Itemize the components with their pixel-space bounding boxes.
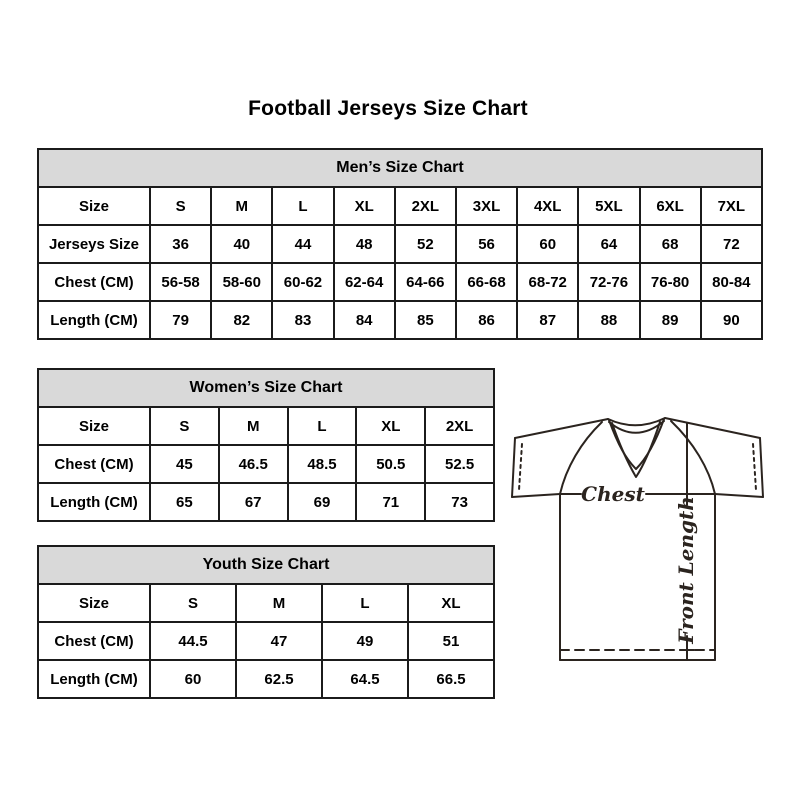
row-label: Length (CM) [38, 483, 150, 521]
value-cell: 36 [150, 225, 211, 263]
value-cell: 72-76 [578, 263, 639, 301]
table-title: Women’s Size Chart [38, 369, 494, 407]
row-label: Length (CM) [38, 660, 150, 698]
value-cell: 64-66 [395, 263, 456, 301]
value-cell: 66.5 [408, 660, 494, 698]
value-cell: 86 [456, 301, 517, 339]
row-label: Chest (CM) [38, 622, 150, 660]
value-cell: 66-68 [456, 263, 517, 301]
value-cell: 60 [517, 225, 578, 263]
mens-size-table [37, 148, 763, 340]
value-cell: 68-72 [517, 263, 578, 301]
value-cell: 72 [701, 225, 762, 263]
value-cell: 67 [219, 483, 288, 521]
value-cell: 65 [150, 483, 219, 521]
jersey-measurement-diagram [505, 410, 770, 668]
chest-label: Chest [581, 482, 645, 506]
value-cell: 84 [334, 301, 395, 339]
value-cell: 87 [517, 301, 578, 339]
row-label: Jerseys Size [38, 225, 150, 263]
row-label: Chest (CM) [38, 263, 150, 301]
value-cell: 85 [395, 301, 456, 339]
value-cell: 80-84 [701, 263, 762, 301]
value-cell: 44.5 [150, 622, 236, 660]
value-cell: 56 [456, 225, 517, 263]
value-cell: 6XL [640, 187, 701, 225]
value-cell: 47 [236, 622, 322, 660]
value-cell: 79 [150, 301, 211, 339]
value-cell: 44 [272, 225, 333, 263]
row-label: Size [38, 584, 150, 622]
value-cell: 76-80 [640, 263, 701, 301]
value-cell: M [211, 187, 272, 225]
value-cell: 62.5 [236, 660, 322, 698]
value-cell: S [150, 407, 219, 445]
value-cell: L [288, 407, 357, 445]
jersey-collar [608, 418, 665, 477]
value-cell: 71 [356, 483, 425, 521]
row-label: Length (CM) [38, 301, 150, 339]
youth-size-table [37, 545, 495, 699]
value-cell: M [219, 407, 288, 445]
womens-size-table [37, 368, 495, 522]
value-cell: L [322, 584, 408, 622]
size-table [37, 545, 495, 699]
table-title: Youth Size Chart [38, 546, 494, 584]
row-label: Size [38, 187, 150, 225]
value-cell: 82 [211, 301, 272, 339]
value-cell: 4XL [517, 187, 578, 225]
value-cell: 46.5 [219, 445, 288, 483]
value-cell: 83 [272, 301, 333, 339]
value-cell: 51 [408, 622, 494, 660]
page-title: Football Jerseys Size Chart [248, 97, 528, 120]
size-table [37, 148, 763, 340]
row-label: Chest (CM) [38, 445, 150, 483]
jersey-outline [512, 418, 763, 660]
value-cell: 49 [322, 622, 408, 660]
front-length-label: Front Length [674, 496, 698, 644]
value-cell: L [272, 187, 333, 225]
value-cell: 40 [211, 225, 272, 263]
value-cell: 2XL [425, 407, 494, 445]
value-cell: 64.5 [322, 660, 408, 698]
value-cell: M [236, 584, 322, 622]
value-cell: XL [356, 407, 425, 445]
value-cell: XL [334, 187, 395, 225]
size-table [37, 368, 495, 522]
value-cell: 50.5 [356, 445, 425, 483]
value-cell: 69 [288, 483, 357, 521]
value-cell: 73 [425, 483, 494, 521]
value-cell: 88 [578, 301, 639, 339]
row-label: Size [38, 407, 150, 445]
value-cell: 56-58 [150, 263, 211, 301]
value-cell: 58-60 [211, 263, 272, 301]
value-cell: 7XL [701, 187, 762, 225]
jersey-diagram-svg [505, 410, 770, 668]
value-cell: XL [408, 584, 494, 622]
left-cuff-stitch-line [519, 444, 522, 490]
value-cell: 52 [395, 225, 456, 263]
value-cell: 62-64 [334, 263, 395, 301]
value-cell: 5XL [578, 187, 639, 225]
value-cell: 89 [640, 301, 701, 339]
value-cell: 3XL [456, 187, 517, 225]
value-cell: 52.5 [425, 445, 494, 483]
value-cell: 45 [150, 445, 219, 483]
value-cell: 68 [640, 225, 701, 263]
value-cell: 2XL [395, 187, 456, 225]
value-cell: 90 [701, 301, 762, 339]
right-cuff-stitch-line [753, 444, 756, 490]
value-cell: 64 [578, 225, 639, 263]
value-cell: 48 [334, 225, 395, 263]
table-title: Men’s Size Chart [38, 149, 762, 187]
value-cell: S [150, 584, 236, 622]
value-cell: 60 [150, 660, 236, 698]
value-cell: 60-62 [272, 263, 333, 301]
value-cell: S [150, 187, 211, 225]
value-cell: 48.5 [288, 445, 357, 483]
